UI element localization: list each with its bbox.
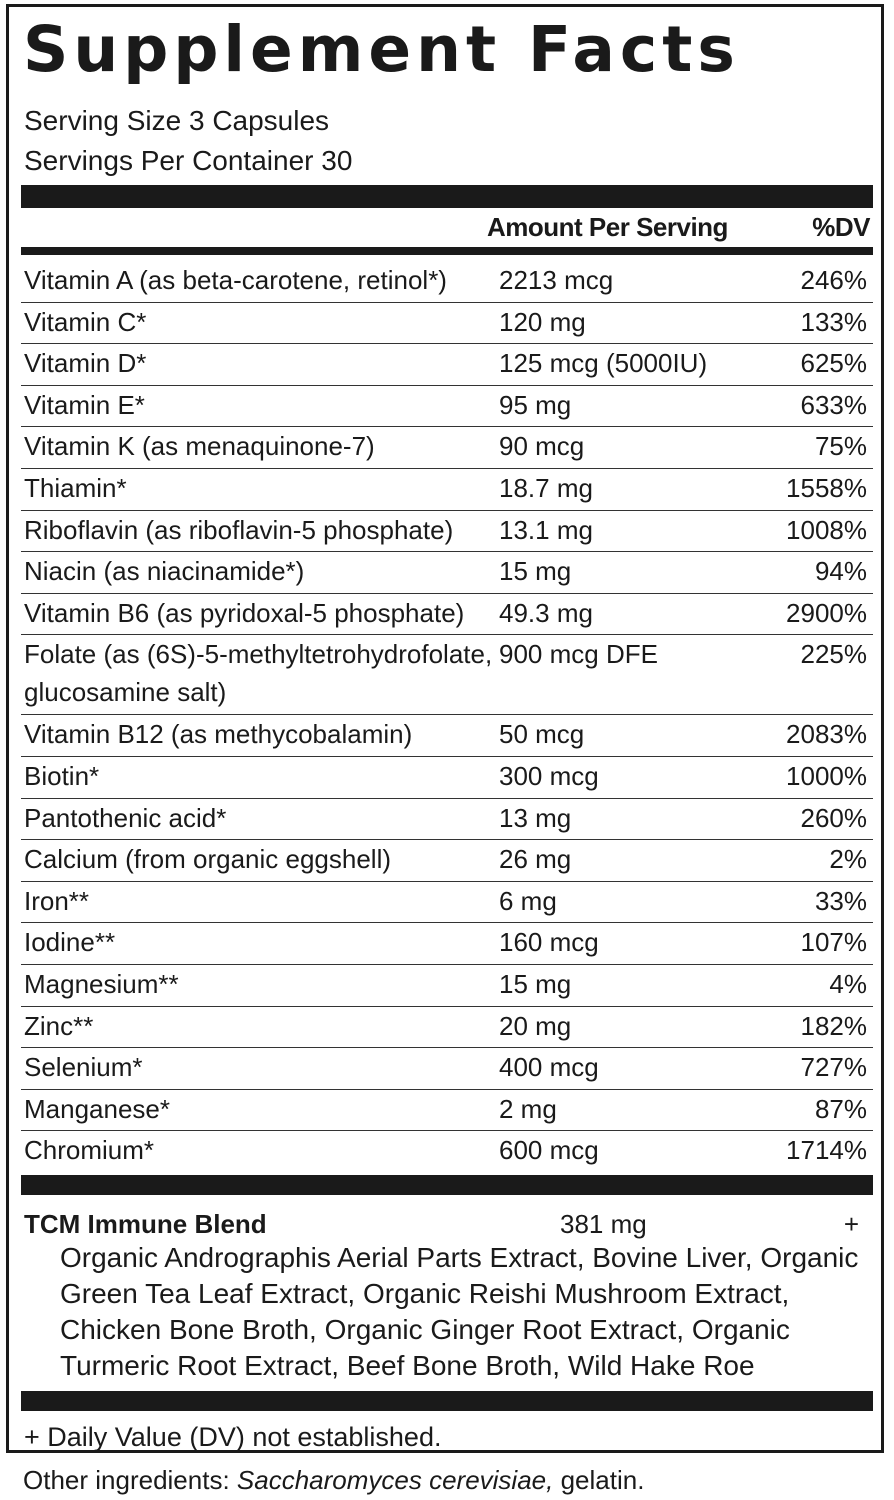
nutrient-amount: 13.1 mg (499, 514, 593, 545)
nutrient-name: Iron** (24, 885, 90, 916)
nutrient-amount: 15 mg (499, 556, 572, 587)
nutrient-row (21, 757, 873, 799)
nutrient-row (21, 840, 873, 882)
thick-divider-blend (21, 1175, 873, 1195)
nutrient-row (21, 635, 873, 715)
nutrient-dv: 87% (814, 1093, 867, 1124)
other-ingredients-organism: Saccharomyces cerevisiae, (236, 1465, 554, 1495)
blend-amount: 381 mg (560, 1209, 647, 1239)
nutrient-dv: 94% (814, 556, 867, 587)
nutrient-name: Riboflavin (as riboflavin-5 phosphate) (24, 514, 454, 545)
nutrient-dv: 260% (800, 802, 867, 833)
thick-divider-top (21, 185, 873, 208)
serving-size: Serving Size 3 Capsules (24, 105, 330, 136)
nutrient-dv: 1714% (786, 1135, 867, 1166)
supplement-facts-panel (6, 4, 884, 1453)
nutrient-name: Zinc** (24, 1010, 94, 1041)
nutrient-dv: 1558% (786, 473, 867, 503)
nutrient-row (21, 1090, 873, 1132)
nutrient-name: Vitamin D* (24, 348, 147, 379)
other-ingredients-suffix: gelatin. (553, 1465, 645, 1495)
nutrient-dv: 182% (800, 1010, 867, 1041)
nutrient-name: Vitamin B12 (as methycobalamin) (24, 719, 413, 750)
nutrient-dv: 133% (800, 306, 867, 337)
nutrient-dv: 75% (814, 431, 867, 462)
nutrient-amount: 120 mg (499, 306, 586, 337)
nutrient-dv: 727% (800, 1052, 867, 1083)
nutrient-row (21, 1007, 873, 1049)
nutrient-dv: 246% (800, 265, 867, 295)
panel-title: Supplement Facts (23, 13, 740, 86)
nutrient-amount: 49.3 mg (499, 597, 593, 628)
nutrient-row (21, 594, 873, 636)
nutrient-dv: 2083% (786, 719, 867, 750)
nutrient-dv: 625% (800, 348, 867, 379)
nutrient-amount: 2 mg (499, 1093, 557, 1124)
nutrient-amount: 900 mcg DFE (499, 639, 658, 670)
nutrient-dv: 4% (829, 969, 867, 999)
nutrient-amount: 90 mcg (499, 431, 585, 462)
nutrient-name: Vitamin B6 (as pyridoxal-5 phosphate) (24, 597, 465, 628)
thick-divider-bottom (21, 1391, 873, 1411)
blend-ingredients: Organic Andrographis Aerial Parts Extract, Bovine Liver, Organic Green Tea Leaf Extract, Organic Reishi Mushroom Extract, Chicken Bone Broth, Organic Ginger Root Extract, Organic Turmeric Root Extract, Beef Bone Broth, Wild Hake Roe (60, 1242, 859, 1381)
nutrient-row (21, 469, 873, 511)
nutrient-name: Niacin (as niacinamide*) (24, 556, 305, 587)
nutrient-dv: 1000% (786, 761, 867, 791)
nutrient-name: Magnesium** (24, 969, 179, 999)
blend-dv: + (843, 1209, 859, 1239)
nutrient-row (21, 882, 873, 924)
nutrient-amount: 300 mcg (499, 761, 599, 791)
nutrient-amount: 26 mg (499, 844, 572, 875)
nutrient-name: Folate (as (6S)-5-methyltetrohydrofolate, glucosamine salt) (24, 639, 493, 708)
nutrient-row (21, 799, 873, 841)
nutrient-amount: 50 mcg (499, 719, 585, 750)
nutrient-name: Selenium* (24, 1052, 143, 1083)
nutrient-amount: 20 mg (499, 1010, 572, 1041)
nutrient-amount: 13 mg (499, 802, 572, 833)
other-ingredients (23, 1460, 644, 1500)
nutrient-name: Calcium (from organic eggshell) (24, 844, 392, 875)
dv-header: %DV (812, 212, 870, 242)
nutrient-name: Manganese* (24, 1093, 170, 1124)
amount-per-serving-header: Amount Per Serving (487, 212, 728, 242)
nutrient-name: Chromium* (24, 1135, 155, 1166)
nutrient-amount: 160 mcg (499, 927, 599, 958)
nutrient-amount: 2213 mcg (499, 265, 614, 295)
nutrient-amount: 400 mcg (499, 1052, 599, 1083)
other-ingredients-prefix: Other ingredients: (23, 1465, 237, 1495)
blend-name: TCM Immune Blend (24, 1209, 267, 1239)
nutrient-row (21, 427, 873, 469)
nutrient-dv: 633% (800, 389, 867, 420)
nutrient-name: Biotin* (24, 761, 100, 791)
nutrient-name: Vitamin A (as beta-carotene, retinol*) (24, 265, 447, 295)
nutrient-row (21, 552, 873, 594)
nutrient-row (21, 303, 873, 345)
nutrient-amount: 95 mg (499, 389, 572, 420)
nutrient-row (21, 261, 873, 303)
nutrient-name: Pantothenic acid* (24, 802, 227, 833)
nutrient-row (21, 344, 873, 386)
nutrient-name: Vitamin E* (24, 389, 145, 420)
nutrient-row (21, 1048, 873, 1090)
nutrient-row (21, 1131, 873, 1173)
nutrient-amount: 6 mg (499, 885, 557, 916)
nutrient-name: Vitamin C* (24, 306, 147, 337)
nutrient-row (21, 386, 873, 428)
nutrient-dv: 1008% (786, 514, 867, 545)
dv-footnote: + Daily Value (DV) not established. (24, 1422, 442, 1452)
nutrient-amount: 15 mg (499, 969, 572, 999)
nutrient-dv: 33% (814, 885, 867, 916)
thick-divider-header (21, 247, 873, 255)
nutrient-name: Thiamin* (24, 473, 127, 503)
nutrient-amount: 18.7 mg (499, 473, 593, 503)
nutrient-dv: 2900% (786, 597, 867, 628)
nutrient-dv: 225% (800, 639, 867, 670)
nutrient-row (21, 511, 873, 553)
nutrient-name: Iodine** (24, 927, 116, 958)
nutrient-row (21, 923, 873, 965)
nutrient-row (21, 965, 873, 1007)
nutrient-name: Vitamin K (as menaquinone-7) (24, 431, 375, 462)
nutrient-dv: 2% (829, 844, 867, 875)
nutrient-row (21, 715, 873, 757)
nutrient-dv: 107% (800, 927, 867, 958)
nutrient-amount: 600 mcg (499, 1135, 599, 1166)
servings-per-container: Servings Per Container 30 (24, 145, 353, 176)
nutrient-amount: 125 mcg (5000IU) (499, 348, 708, 379)
